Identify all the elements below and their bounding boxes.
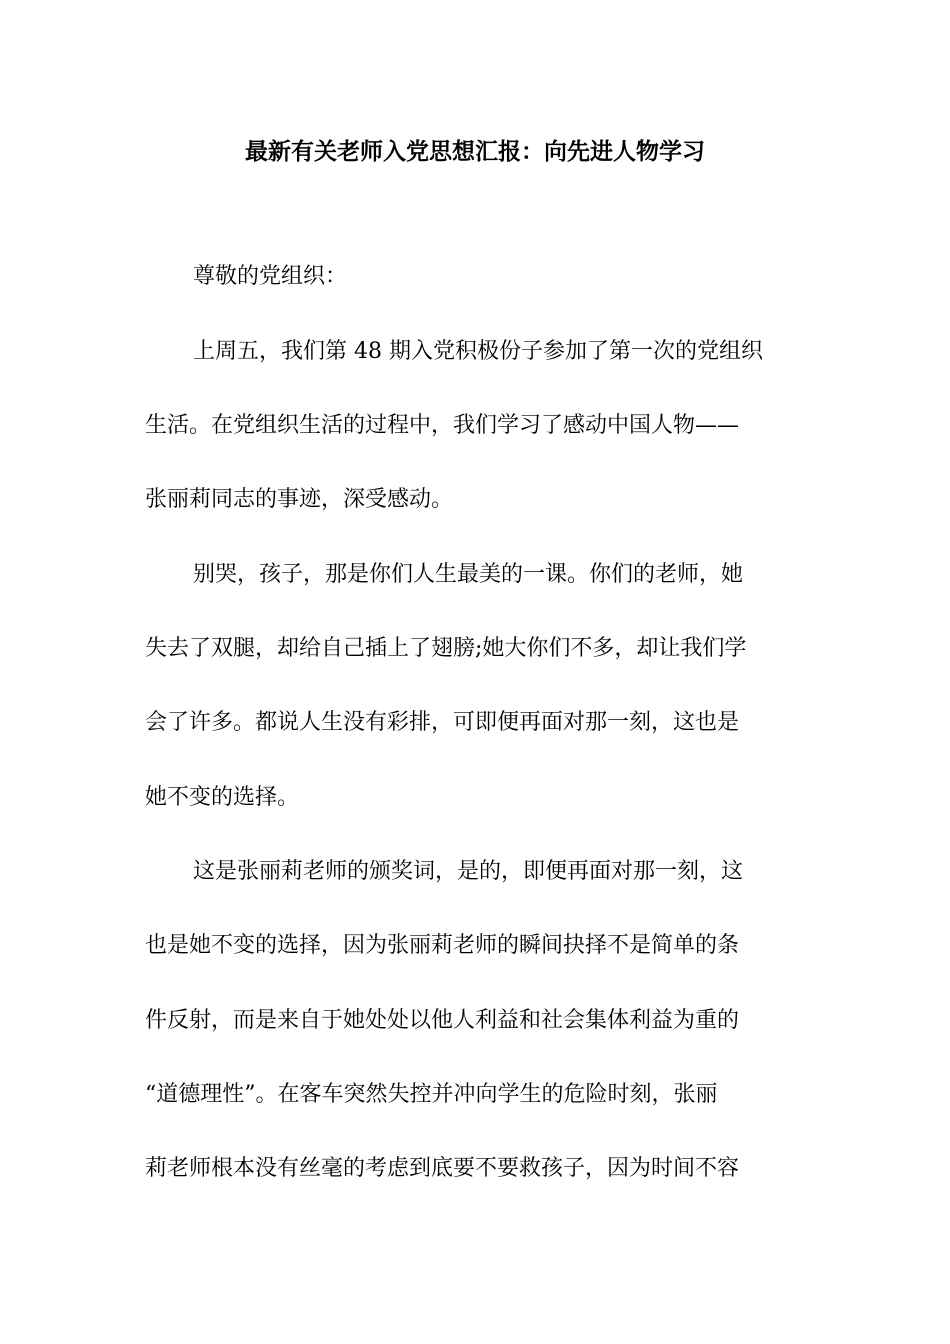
paragraph-3-line-1: 这是张丽莉老师的颁奖词，是的，即便再面对那一刻，这 <box>193 859 744 884</box>
paragraph-1-line-2: 生活。在党组织生活的过程中，我们学习了感动中国人物—— <box>145 413 740 438</box>
paragraph-3-line-2: 也是她不变的选择，因为张丽莉老师的瞬间抉择不是简单的条 <box>145 933 740 958</box>
paragraph-2-line-3: 会了许多。都说人生没有彩排，可即便再面对那一刻，这也是 <box>145 710 740 735</box>
paragraph-3-line-4: “道德理性”。在客车突然失控并冲向学生的危险时刻，张丽 <box>145 1082 718 1107</box>
paragraph-1-line-1: 上周五，我们第 48 期入党积极份子参加了第一次的党组织 <box>193 339 763 364</box>
paragraph-2-line-1: 别哭，孩子，那是你们人生最美的一课。你们的老师，她 <box>193 562 744 587</box>
document-title: 最新有关老师入党思想汇报：向先进人物学习 <box>245 139 705 165</box>
paragraph-2-line-4: 她不变的选择。 <box>145 785 300 810</box>
paragraph-3-line-5: 莉老师根本没有丝毫的考虑到底要不要救孩子，因为时间不容 <box>145 1156 740 1181</box>
paragraph-2-line-2: 失去了双腿，却给自己插上了翅膀;她大你们不多，却让我们学 <box>145 636 747 661</box>
paragraph-1-line-3: 张丽莉同志的事迹，深受感动。 <box>145 487 454 512</box>
salutation-line: 尊敬的党组织： <box>193 264 348 289</box>
paragraph-3-line-3: 件反射，而是来自于她处处以他人利益和社会集体利益为重的 <box>145 1008 740 1033</box>
